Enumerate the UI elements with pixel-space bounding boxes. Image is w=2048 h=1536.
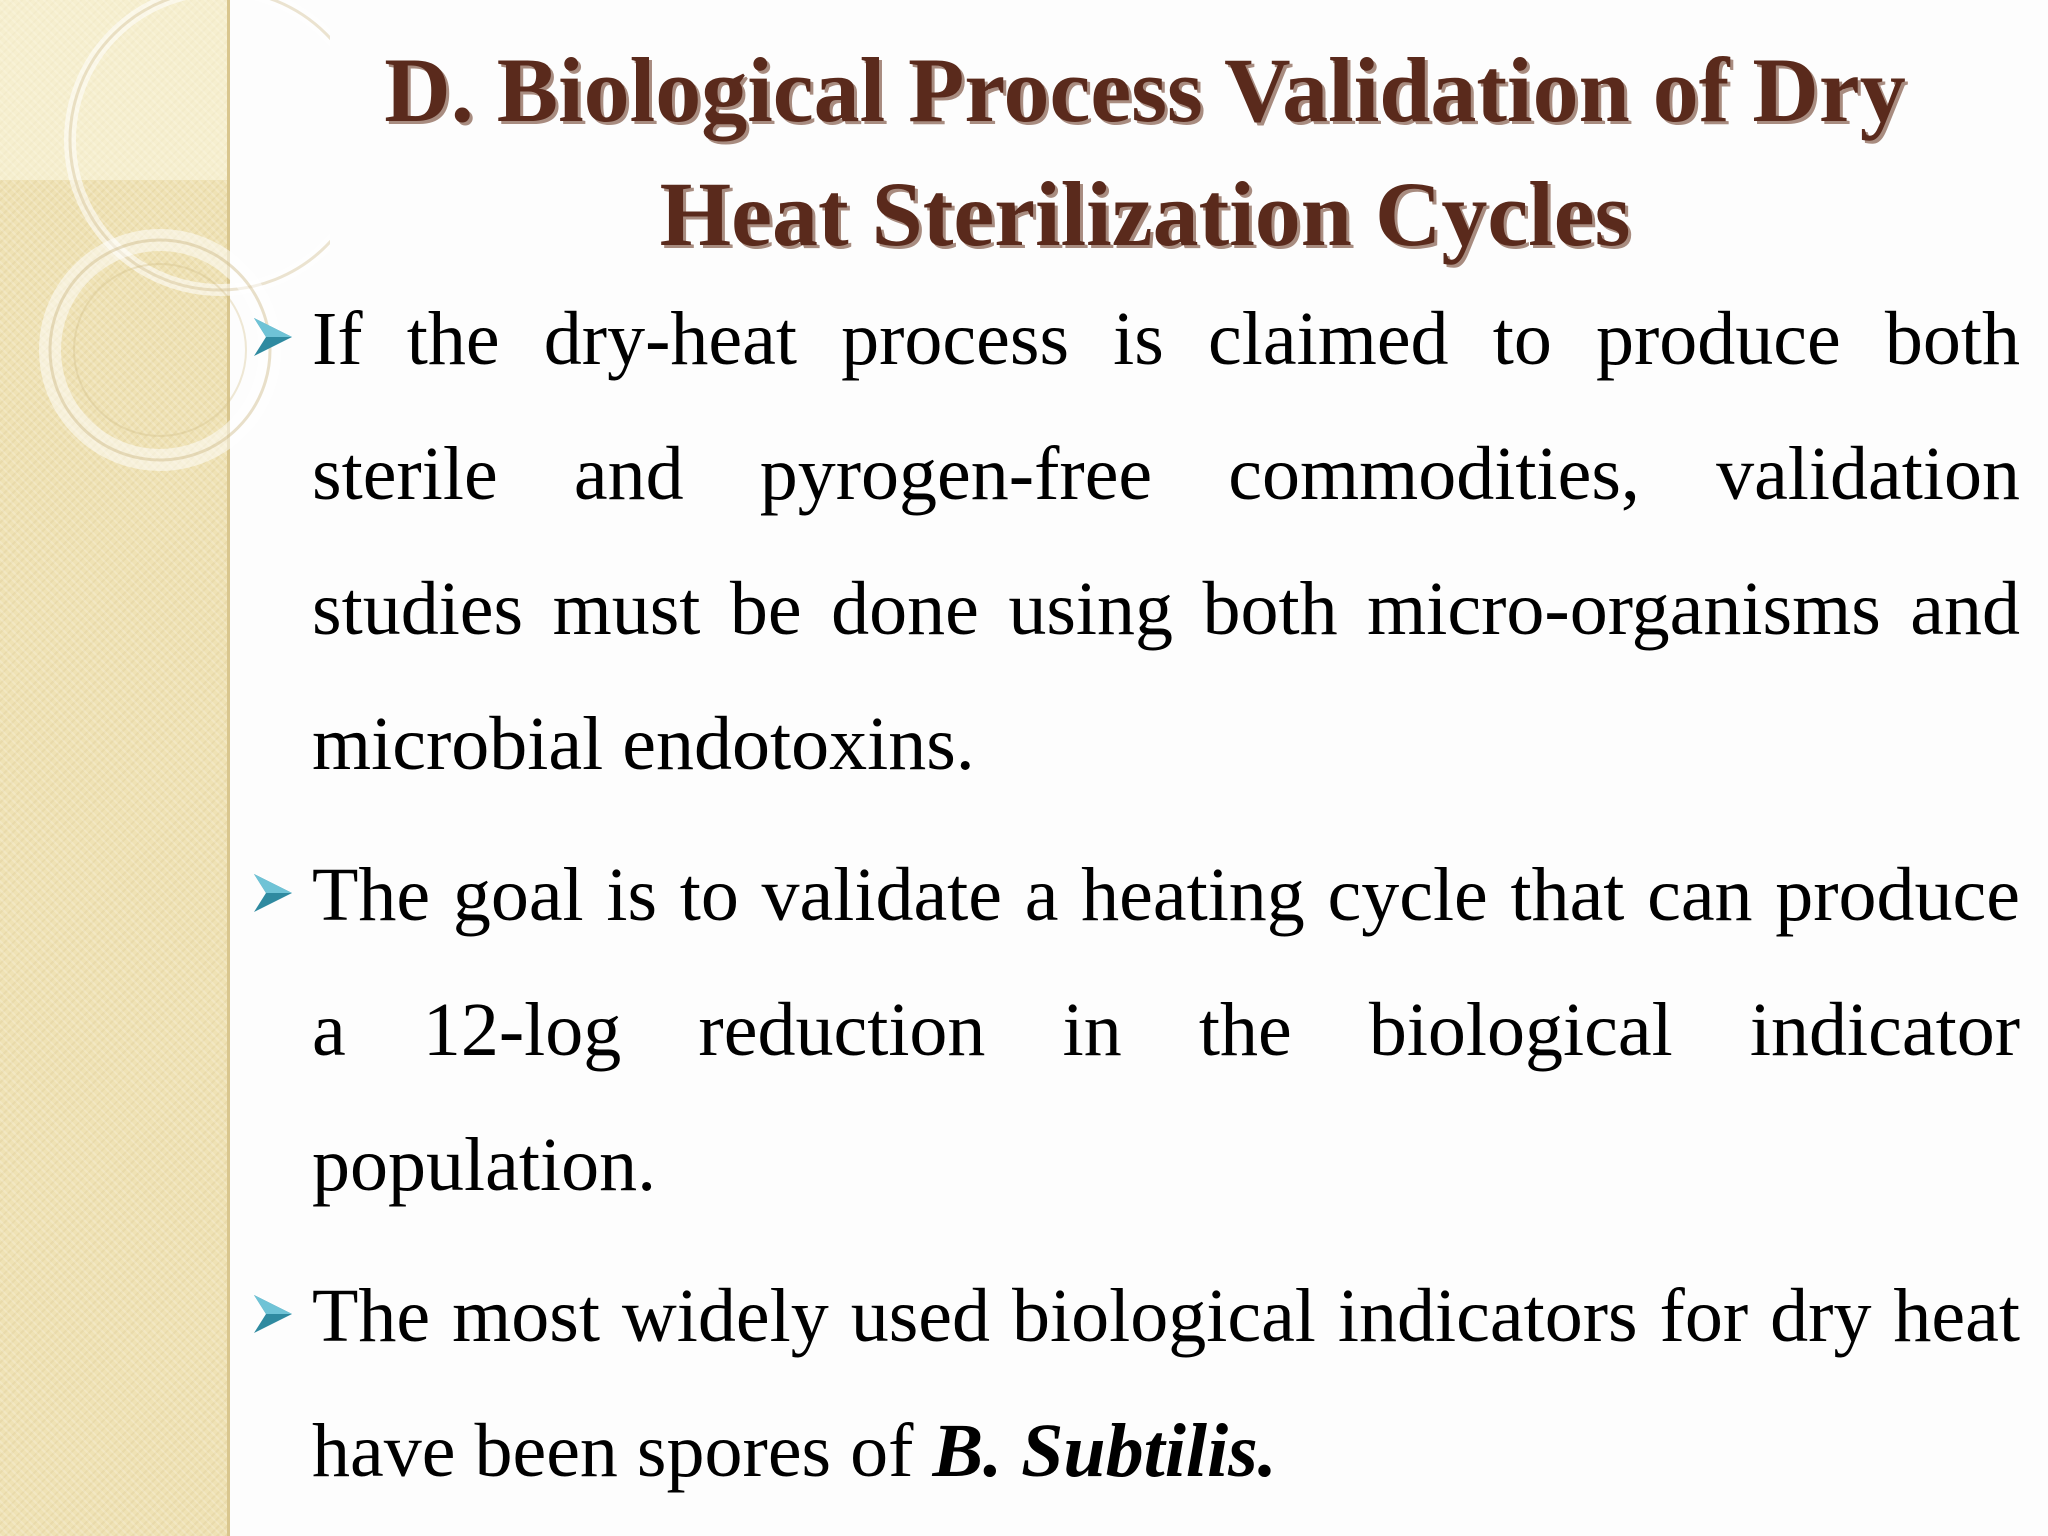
bullet-text-1: If the dry-heat process is claimed to produce both sterile and pyrogen-free commodities, validation studies must be done using both micro-organisms and microbial endotoxins. — [312, 297, 2020, 786]
species-name-emphasis: B. Subtilis. — [932, 1409, 1277, 1493]
slide-title-line-1: D. Biological Process Validation of Dry — [384, 39, 1906, 141]
arrowhead-bullet-icon — [250, 870, 296, 916]
bullet-text-3: The most widely used biological indicators for dry heat have been spores of — [312, 1274, 2020, 1493]
bullet-item-2 — [245, 828, 2020, 1233]
bullet-item-1 — [245, 272, 2020, 812]
arrowhead-bullet-icon — [250, 1291, 296, 1337]
bullet-item-3 — [245, 1249, 2020, 1519]
bullet-text-2: The goal is to validate a heating cycle that can produce a 12-log reduction in the biological indicator population. — [312, 853, 2020, 1207]
slide-title — [250, 28, 2040, 276]
slide-title-line-2: Heat Sterilization Cycles — [659, 163, 1631, 265]
bullet-list — [245, 272, 2020, 1535]
arrowhead-bullet-icon — [250, 314, 296, 360]
